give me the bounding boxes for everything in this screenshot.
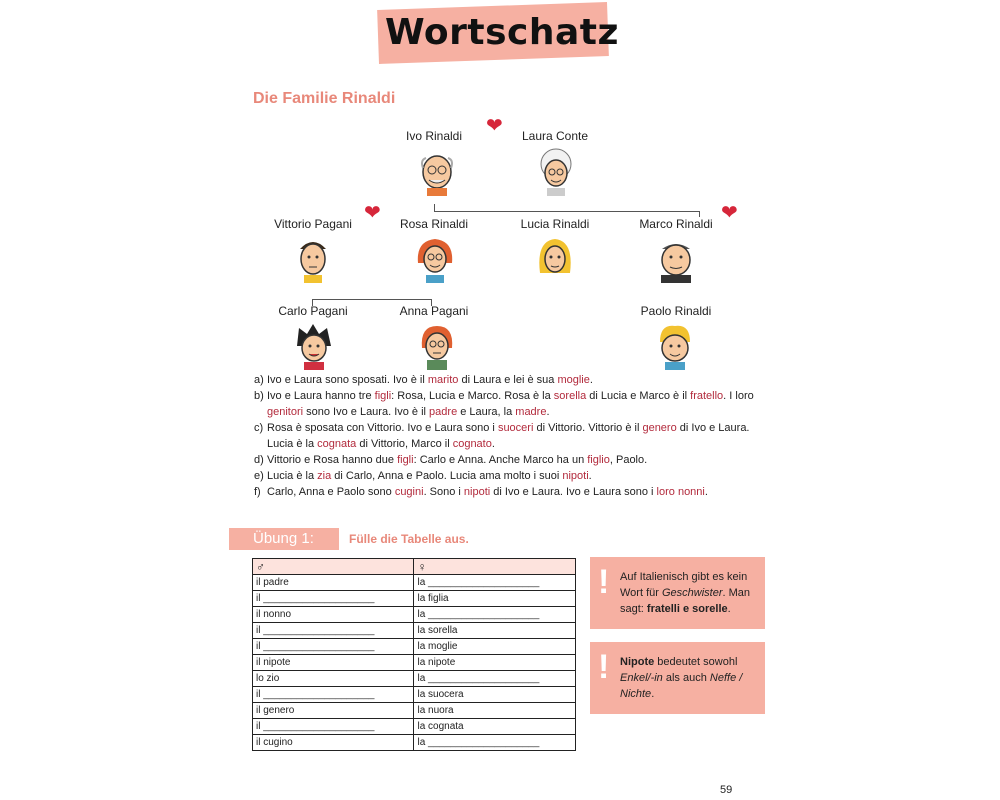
table-row [253,655,576,671]
table-row [253,623,576,639]
person-name-carlo: Carlo Pagani [278,304,348,318]
person-name-laura: Laura Conte [521,129,589,143]
heart-icon: ❤ [364,202,381,224]
male-symbol-icon: ♂ [253,559,414,575]
sentence-c: c) Rosa è sposata con Vittorio. Ivo e Laura sono i suoceri di Vittorio. Vittorio è il genero di Ivo e Laura. Lucia è la cognata di Vittorio, Marco il cognato. [254,422,750,450]
section-heading: Die Familie Rinaldi [253,90,396,107]
table-cell-female: la nipote [414,655,576,671]
family-sentences [254,372,754,500]
table-row [253,639,576,655]
portrait-anna-icon [412,320,462,370]
table-cell-male: il ____________________ [253,591,414,607]
table-row [253,575,576,591]
table-row [253,719,576,735]
table-header-row [253,559,576,575]
table-cell-male: il ____________________ [253,623,414,639]
table-cell-female: la ____________________ [414,575,576,591]
table-row [253,703,576,719]
person-name-marco: Marco Rinaldi [639,217,713,231]
table-row [253,687,576,703]
portrait-paolo-icon [650,320,700,370]
info-text: Nipote bedeutet sowohl Enkel/-in als auch Neffe / Nichte. [620,656,743,700]
tree-line-grandchildren [312,299,432,300]
portrait-rosa-icon [410,233,460,283]
table-cell-female: la suocera [414,687,576,703]
heart-icon: ❤ [721,202,738,224]
female-symbol-icon: ♀ [414,559,576,575]
table-cell-female: la figlia [414,591,576,607]
portrait-laura-icon [531,146,581,196]
table-cell-male: il genero [253,703,414,719]
page-number: 59 [720,784,733,796]
person-name-anna: Anna Pagani [399,304,469,318]
table-row [253,671,576,687]
person-name-ivo: Ivo Rinaldi [405,129,463,143]
table-cell-female: la moglie [414,639,576,655]
portrait-ivo-icon [412,146,462,196]
table-cell-female: la ____________________ [414,735,576,751]
table-cell-male: il nonno [253,607,414,623]
table-cell-male: il cugino [253,735,414,751]
exclamation-icon: ! [598,648,610,686]
table-cell-male: il ____________________ [253,687,414,703]
sentence-a: a) Ivo e Laura sono sposati. Ivo è il marito di Laura e lei è sua moglie. [254,374,593,386]
person-name-rosa: Rosa Rinaldi [399,217,469,231]
portrait-vittorio-icon [288,233,338,283]
table-cell-male: il padre [253,575,414,591]
table-cell-female: la nuora [414,703,576,719]
table-row [253,607,576,623]
portrait-lucia-icon [530,233,580,283]
table-cell-female: la ____________________ [414,671,576,687]
portrait-carlo-icon [289,320,339,370]
person-name-vittorio: Vittorio Pagani [274,217,352,231]
page-title: Wortschatz [385,12,619,53]
exercise-instruction: Fülle die Tabelle aus. [349,532,469,546]
table-cell-female: la sorella [414,623,576,639]
sentence-f: f) Carlo, Anna e Paolo sono cugini. Sono i nipoti di Ivo e Laura. Ivo e Laura sono i loro nonni. [254,486,708,498]
person-name-lucia: Lucia Rinaldi [520,217,590,231]
vocabulary-table [252,558,576,751]
table-cell-male: il nipote [253,655,414,671]
table-cell-male: lo zio [253,671,414,687]
info-box-nipote [590,642,765,714]
table-row [253,591,576,607]
exclamation-icon: ! [598,563,610,601]
table-row [253,735,576,751]
table-cell-male: il ____________________ [253,639,414,655]
info-text: Auf Italienisch gibt es kein Wort für Geschwister. Man sagt: fratelli e sorelle. [620,571,751,615]
person-name-paolo: Paolo Rinaldi [640,304,712,318]
sentence-e: e) Lucia è la zia di Carlo, Anna e Paolo. Lucia ama molto i suoi nipoti. [254,470,592,482]
heart-icon: ❤ [486,115,503,137]
table-cell-female: la ____________________ [414,607,576,623]
info-box-geschwister [590,557,765,629]
table-cell-male: il ____________________ [253,719,414,735]
tree-line-children [434,211,700,212]
table-cell-female: la cognata [414,719,576,735]
sentence-b: b) Ivo e Laura hanno tre figli: Rosa, Lucia e Marco. Rosa è la sorella di Lucia e Marco è il fratello. I loro genitori sono Ivo e Laura. Ivo è il padre e Laura, la madre. [254,390,754,418]
exercise-label: Übung 1: [253,530,314,547]
tree-line-children-left [434,204,435,212]
sentence-d: d) Vittorio e Rosa hanno due figli: Carlo e Anna. Anche Marco ha un figlio, Paolo. [254,454,648,466]
portrait-marco-icon [651,233,701,283]
